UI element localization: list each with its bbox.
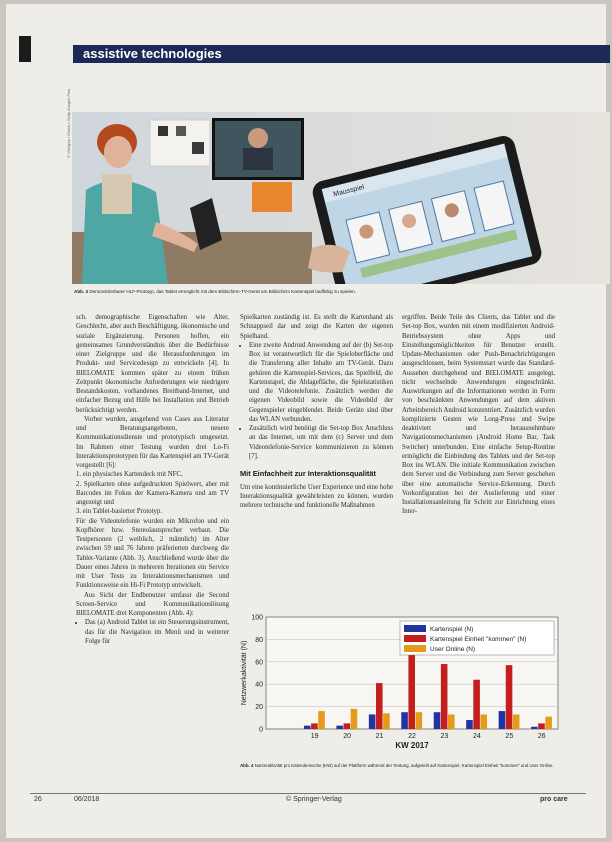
text-column-2 [240, 313, 393, 510]
bar [408, 651, 415, 729]
x-tick-label: 23 [440, 733, 449, 740]
col2-paragraph-1: Spielkarten zuständig ist. Es stellt die Kartenhand als Schnappseil dar und zeigt die Karten der eigenen Spielhand. [240, 314, 393, 340]
y-tick-label: 40 [255, 681, 263, 689]
legend-label: User Online (N) [430, 646, 476, 653]
journal-label: pro care [540, 796, 568, 803]
col3-paragraph-1: ergriffen. Beide Teile des Clients, das Tablet und die Set-top Box, wurden mit einem modifizierten Android-Betriebssystem ohne Apps und Einstellungsmöglichkeiten für Benutzer erstellt. Update-Mechanismen oder Push-Benachrichtigungen ausgeschlossen, beim Systemstart wurde das Standard-Aussehen durchgehend und BIELOMATE ausgelegt, nicht wechselnde Anwendungen eingeschränkt. Auswirkungen auf die Informationen werden in Form von beschränkten Anwendungen auf dem aktiven Arbeitsbereich Android konzentriert. Zusätzlich wurden komplizierte Gesten wie Long-Press und Swipe deaktiviert und herausnehmbare Navigationsmechanismen (Android Home Bar, Task Switcher) unterbunden. Eine einfache Setup-Routine ermöglicht die Einbindung des Tablets und der Set-top Box ins WLAN. Die initiale Kommunikation zwischen dem Server und die Verbindung zum Server geschehen über eine automatische Service-Erkennung. Durch Vorkonfiguration bei der Auslieferung und einer Installationsanleitung für Schritt zur Einrichtung eines Inter- [402, 314, 555, 516]
y-tick-label: 80 [255, 636, 263, 644]
bar [344, 723, 351, 729]
chart-caption-text: Nutzeraktivität pro Kalenderwoche (KW) auf der Plattform während der Testung, aufgeteilt auf Kartenspiel, Kartenspiel Einheit "kommen" und User Online. [254, 763, 554, 768]
bar [513, 714, 520, 729]
bar [336, 726, 343, 729]
col2-bullet: • Eine zweite Android Anwendung auf der (b) Set-top Box ist verantwortlich für die Spieloberfläche und die Transferung aller Inhalte am TV-Gerät. Dazu gehören die Kartenspiel-Services, das Spielfeld, die Kartenstapel, die Ablagefläche, die Spielstatistiken und die Videotelefonie. Zusätzlich werden die eigenen Videobild sowie die Videobild der Gegenspieler eingeblendet. Beide Geräte sind über das WLAN verbunden. [249, 341, 393, 424]
y-axis-label: Netzwerkaktivität (N) [241, 640, 248, 706]
bar [466, 720, 473, 729]
legend-swatch [404, 635, 426, 642]
y-tick-label: 60 [255, 659, 263, 667]
legend-swatch [404, 645, 426, 652]
figure-caption-label: Abb. 3 [74, 289, 89, 294]
bar [304, 726, 311, 729]
y-tick-label: 100 [251, 614, 263, 622]
page-number: 26 [34, 796, 42, 803]
col1-paragraph-4: Aus Sicht der Endbenutzer umfasst die Second Screen-Service und Kommunikationslösung BIELOMATE drei Komponenten (Abb. 4): [76, 591, 229, 617]
bar [480, 714, 487, 729]
bar [434, 712, 441, 729]
legend-label: Kartenspiel (N) [430, 626, 474, 633]
col1-bullet: • Das (a) Android Tablet ist ein Steuerungsinstrument, das für die Navigation im Menü und in weiterer Folge für [85, 618, 229, 646]
bar [506, 665, 513, 729]
footer-rule [30, 793, 586, 794]
y-tick-label: 20 [255, 704, 263, 712]
figure-caption-text: Demonstrierbarer HLF-Prototyp, das Tablet ermöglicht mit dem Bildschirm-TV-Gerät am Bildschirm Kartenspiel lauffähig zu spielen. [89, 289, 356, 294]
bar [499, 711, 506, 729]
col1-list-item: 2. Spielkarten ohne aufgedruckten Spielwert, aber mit Barcodes im Fokus der Kamera-Kamera und am TV angezeigt und [76, 480, 229, 506]
x-tick-label: 20 [343, 733, 352, 740]
bar [441, 664, 448, 729]
x-tick-label: 22 [408, 733, 416, 740]
section-marker [19, 36, 31, 62]
publisher-label: © Springer-Verlag [286, 796, 342, 803]
x-tick-label: 24 [472, 733, 481, 740]
chart-caption [240, 763, 570, 769]
col1-paragraph-1: sch. demographische Eigenschaften wie Alter, Geschlecht, aber auch Beschäftigung, ökonomische und soziale Ergänzierung. Personen hoffen, ein gemeinsames Grundverständnis über die Bedürfnisse einer Zielgruppe und die Herausforderungen im Produkt- und Servicedesign zu entwickeln [4]. In BIELOMATE kommen später zu einem frühen Zeitpunkt ökonomische Anforderungen wie niedrigere Bestandskosten, vorhandenes Breitband-Internet, und einfacher Bezug und Hilfe bei Installation und Betrieb berücksichtigt werden. [76, 314, 229, 414]
section-banner: assistive technologies [73, 45, 610, 63]
col2-bullet: • Zusätzlich wird benötigt die Set-top Box Anschluss an das Internet, um mit dem (c) Server und dem Videotelefonie-Service kommunizieren zu können [7]. [249, 424, 393, 461]
x-tick-label: 21 [375, 733, 384, 740]
bar [448, 714, 455, 729]
legend-label: Kartenspiel Einheit "kommen" (N) [430, 636, 527, 643]
y-tick-label: 0 [259, 726, 263, 734]
bar [545, 717, 552, 729]
bar [473, 680, 480, 729]
chart-caption-label: Abb. 4 [240, 763, 254, 768]
bar [369, 714, 376, 729]
col1-list-item: 1. ein physisches Kartendeck mit NFC, [76, 471, 183, 479]
bar [351, 709, 358, 729]
text-column-1 [76, 313, 229, 646]
legend-swatch [404, 625, 426, 632]
bar-chart [236, 609, 566, 761]
x-tick-label: 19 [310, 733, 319, 740]
bar [383, 713, 390, 729]
col2-paragraph-2: Um eine kontinuierliche User Experience und eine hohe Interaktionsqualität gewährleisten zu können, wurden mehrere technische und funktionelle Maßnahmen [240, 483, 393, 509]
bar [416, 712, 423, 729]
bar [531, 727, 538, 729]
figure-caption [74, 289, 604, 295]
bar [311, 723, 318, 729]
bar [318, 711, 325, 729]
bar [538, 723, 545, 729]
photo-credit: © Vitaliyas / iStock / Getty Images Plus [66, 88, 71, 158]
chart-svg [236, 609, 566, 761]
tablet-header: Mausspiel [332, 183, 365, 199]
figure-photo [72, 112, 610, 284]
text-column-3 [402, 313, 555, 517]
issue-label: 06/2018 [74, 796, 100, 803]
bar [376, 683, 383, 729]
x-tick-label: 25 [505, 733, 514, 740]
col1-list-item: 3. ein Tablet-basierter Prototyp. [76, 508, 163, 516]
x-tick-label: 26 [537, 733, 546, 740]
section-heading: Mit Einfachheit zur Interaktionsqualität [240, 469, 376, 478]
col1-paragraph-2: Vorher wurden, ausgehend von Cases aus Literatur und Beratungsangeboten, neuere Kommunikationsdienste und prototypisch umgesetzt. Im Rahmen einer Testung wurden drei Lo-Fi Interaktionsprototypen für das Kartenspiel am TV-Gerät vorgestellt [6]: [76, 415, 229, 469]
col1-paragraph-3: Für die Videotelefonie wurden ein Mikrofon und ein Kopfhörer bzw. Stereolautsprecher verbaut. Die Testpersonen (2 weiblich, 2 männlich) im Alter zwischen 59 und 76 Jahren präferierten durchweg die Tablet-Variante (Abb. 3). Anschließend wurde über die Dauer eines Jahres in mehreren Iterationen ein Service mit User Tests zu Interaktionsmechanismen und Funktionsweise ein Hi-Fi Prototyp entwickelt. [76, 517, 229, 590]
x-axis-label: KW 2017 [395, 741, 429, 750]
bar [401, 712, 408, 729]
